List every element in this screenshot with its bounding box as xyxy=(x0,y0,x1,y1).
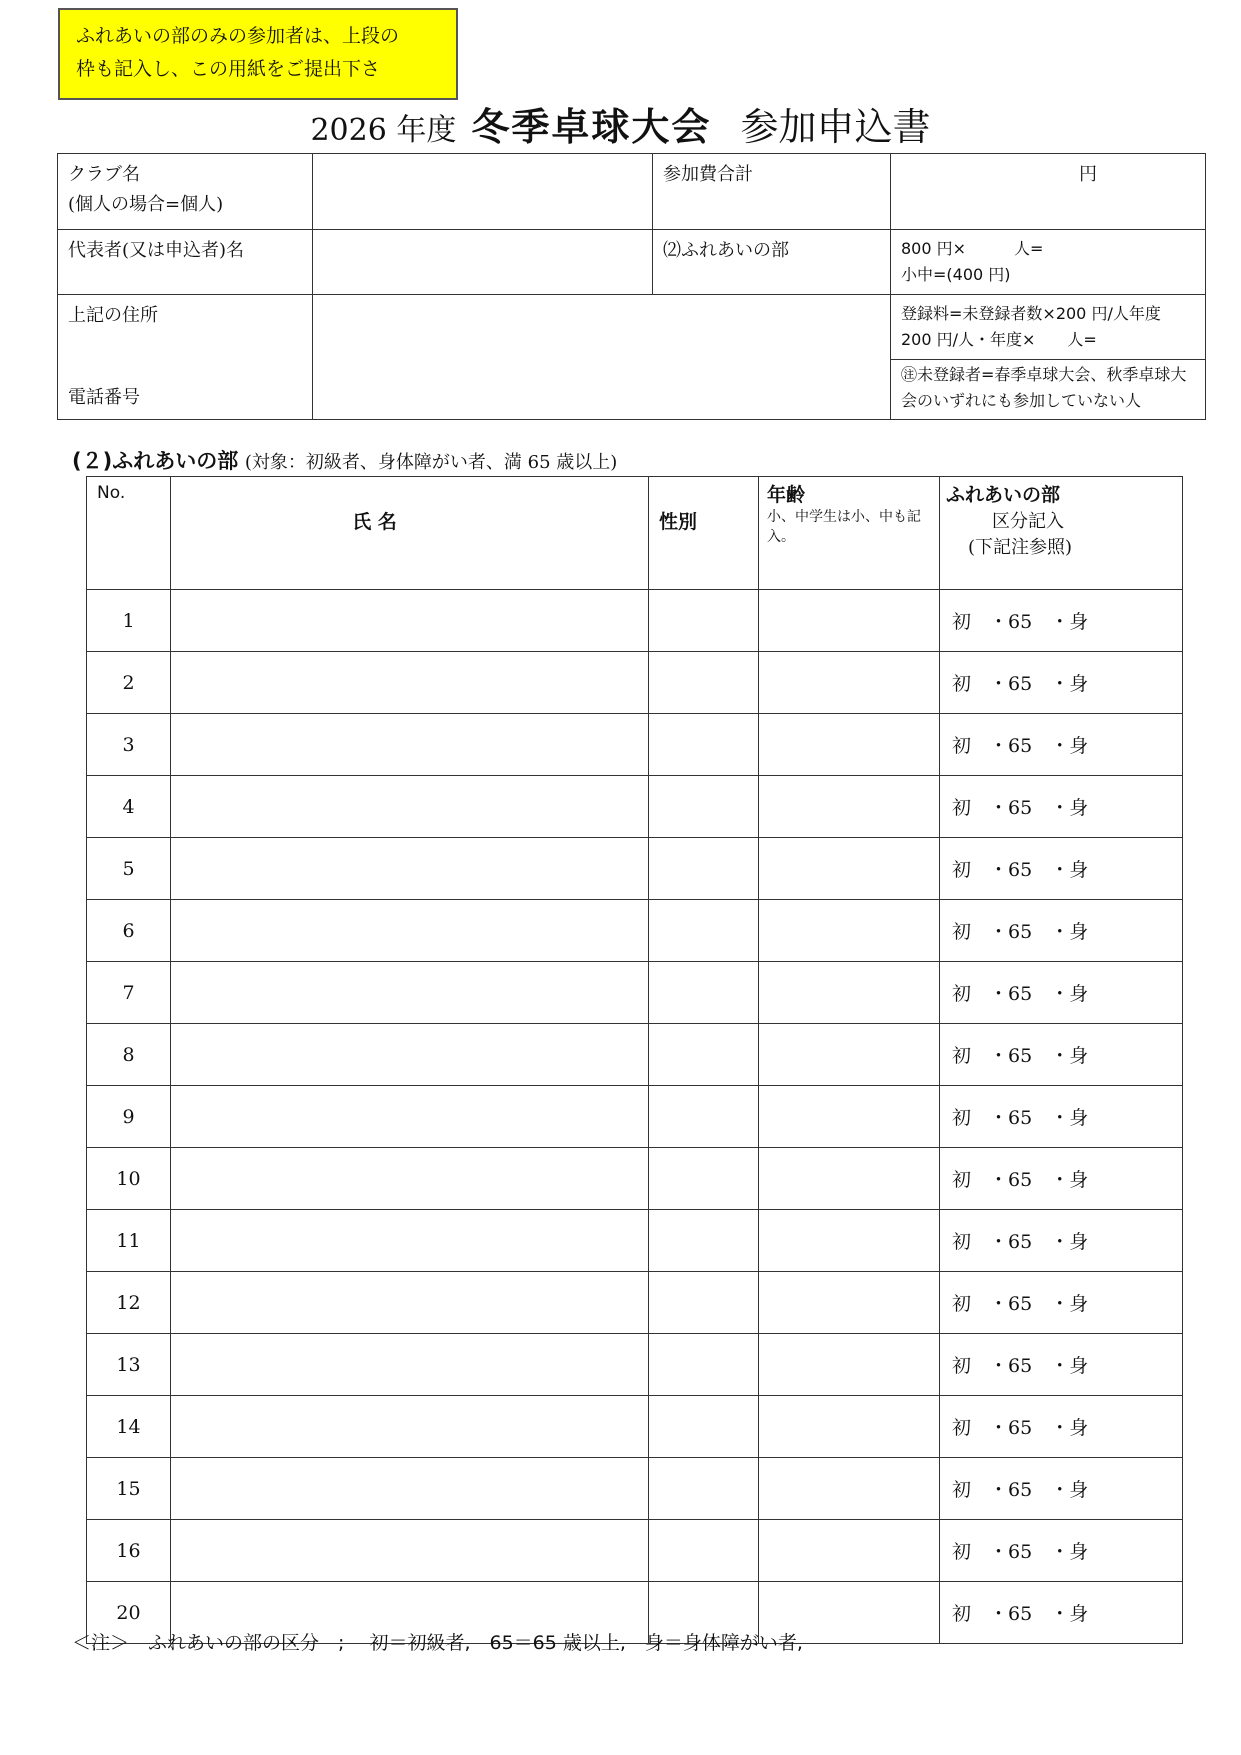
table-row xyxy=(87,1086,1183,1148)
category-option: ・身 xyxy=(1050,797,1089,819)
header-gender-label: 性別 xyxy=(659,511,698,533)
table-row xyxy=(87,776,1183,838)
header-category-label: ふれあいの部 xyxy=(946,484,1061,506)
header-gender xyxy=(649,477,759,590)
age-field[interactable] xyxy=(759,1148,940,1210)
header-no-label: No. xyxy=(97,483,126,503)
category-option: ・身 xyxy=(1050,1417,1089,1439)
row-number: 11 xyxy=(87,1210,171,1272)
name-field[interactable] xyxy=(171,900,649,962)
registration-fee-calc: 200 円/人・年度× 人= xyxy=(901,330,1097,349)
age-field[interactable] xyxy=(759,1272,940,1334)
table-row xyxy=(87,714,1183,776)
row-number: 13 xyxy=(87,1334,171,1396)
notice-line-1: ふれあいの部のみの参加者は、上段の xyxy=(76,25,400,47)
phone-label: 電話番号 xyxy=(68,387,140,408)
header-age-label: 年齢 xyxy=(767,484,806,506)
category-option: 初 xyxy=(952,797,972,819)
age-field[interactable] xyxy=(759,1520,940,1582)
category-field[interactable] xyxy=(940,1148,1183,1210)
table-row xyxy=(87,962,1183,1024)
row-number: 16 xyxy=(87,1520,171,1582)
age-field[interactable] xyxy=(759,1024,940,1086)
header-no xyxy=(87,477,171,590)
category-option: ・身 xyxy=(1050,1541,1089,1563)
row-number: 15 xyxy=(87,1458,171,1520)
name-field[interactable] xyxy=(171,962,649,1024)
table-row xyxy=(87,1272,1183,1334)
row-number: 20 xyxy=(87,1582,171,1644)
age-field[interactable] xyxy=(759,590,940,652)
footnote: ＜注＞ ふれあいの部の区分 ; 初＝初級者, 65＝65 歳以上, 身＝身体障がい者, xyxy=(72,1632,803,1654)
category-option: ・身 xyxy=(1050,1293,1089,1315)
gender-field[interactable] xyxy=(649,1024,759,1086)
category-option: ・身 xyxy=(1050,735,1089,757)
gender-field[interactable] xyxy=(649,1086,759,1148)
category-option: ・身 xyxy=(1050,1107,1089,1129)
category-field[interactable] xyxy=(940,1396,1183,1458)
category-option: ・65 xyxy=(989,673,1033,695)
gender-field[interactable] xyxy=(649,652,759,714)
row-number: 12 xyxy=(87,1272,171,1334)
category-option: ・身 xyxy=(1050,1479,1089,1501)
age-field[interactable] xyxy=(759,900,940,962)
category-option: 初 xyxy=(952,1541,972,1563)
category-field[interactable] xyxy=(940,1520,1183,1582)
registration-fee: 登録料=未登録者数×200 円/人年度 xyxy=(901,304,1161,323)
category-option: 初 xyxy=(952,921,972,943)
gender-field[interactable] xyxy=(649,1148,759,1210)
category-option: 初 xyxy=(952,1479,972,1501)
name-field[interactable] xyxy=(171,590,649,652)
category-option: ・身 xyxy=(1050,1231,1089,1253)
notice-box xyxy=(58,8,458,100)
gender-field[interactable] xyxy=(649,1396,759,1458)
gender-field[interactable] xyxy=(649,1210,759,1272)
name-field[interactable] xyxy=(171,1334,649,1396)
category-option: 初 xyxy=(952,673,972,695)
participant-table xyxy=(86,476,1183,1644)
category-option: ・身 xyxy=(1050,1355,1089,1377)
category-option: ・65 xyxy=(989,859,1033,881)
category-option: ・身 xyxy=(1050,673,1089,695)
category-option: ・65 xyxy=(989,1231,1033,1253)
header-category-note: (下記注参照) xyxy=(968,537,1073,558)
category-option: ・身 xyxy=(1050,983,1089,1005)
title-event: 冬季卓球大会 xyxy=(471,105,712,149)
header-category xyxy=(940,477,1183,590)
row-number: 2 xyxy=(87,652,171,714)
row-number: 14 xyxy=(87,1396,171,1458)
category-option: ・65 xyxy=(989,983,1033,1005)
category-option: ・65 xyxy=(989,797,1033,819)
age-field[interactable] xyxy=(759,838,940,900)
category-option: ・65 xyxy=(989,1293,1033,1315)
table-row xyxy=(87,838,1183,900)
category-option: ・身 xyxy=(1050,1603,1089,1625)
page-title xyxy=(0,96,1241,151)
table-row xyxy=(87,1148,1183,1210)
header-name xyxy=(171,477,649,590)
row-number: 5 xyxy=(87,838,171,900)
title-form: 参加申込書 xyxy=(740,105,931,149)
age-field[interactable] xyxy=(759,714,940,776)
category-option: 初 xyxy=(952,1355,972,1377)
gender-field[interactable] xyxy=(649,590,759,652)
age-field[interactable] xyxy=(759,1396,940,1458)
fureai-fee-child: 小中=(400 円) xyxy=(901,265,1011,284)
name-field[interactable] xyxy=(171,1086,649,1148)
category-option: ・65 xyxy=(989,1541,1033,1563)
name-field[interactable] xyxy=(171,776,649,838)
category-field[interactable] xyxy=(940,1024,1183,1086)
name-field[interactable] xyxy=(171,652,649,714)
name-field[interactable] xyxy=(171,1458,649,1520)
address-label-cell xyxy=(58,295,313,420)
category-option: 初 xyxy=(952,611,972,633)
table-row xyxy=(87,1458,1183,1520)
name-field[interactable] xyxy=(171,1272,649,1334)
gender-field[interactable] xyxy=(649,1520,759,1582)
age-field[interactable] xyxy=(759,1210,940,1272)
age-field[interactable] xyxy=(759,1458,940,1520)
category-option: ・65 xyxy=(989,1169,1033,1191)
gender-field[interactable] xyxy=(649,900,759,962)
category-option: 初 xyxy=(952,983,972,1005)
header-age xyxy=(759,477,940,590)
name-field[interactable] xyxy=(171,1210,649,1272)
header-age-note: 小、中学生は小、中も記入。 xyxy=(767,509,921,545)
category-field[interactable] xyxy=(940,1582,1183,1644)
category-field[interactable] xyxy=(940,838,1183,900)
table-row xyxy=(87,900,1183,962)
table-row xyxy=(87,1396,1183,1458)
age-field[interactable] xyxy=(759,962,940,1024)
category-option: 初 xyxy=(952,859,972,881)
address-phone-field[interactable] xyxy=(313,295,891,420)
category-option: ・身 xyxy=(1050,859,1089,881)
club-label-cell xyxy=(58,154,313,230)
gender-field[interactable] xyxy=(649,838,759,900)
category-option: 初 xyxy=(952,1417,972,1439)
category-field[interactable] xyxy=(940,714,1183,776)
category-option: 初 xyxy=(952,1107,972,1129)
name-field[interactable] xyxy=(171,1396,649,1458)
row-number: 7 xyxy=(87,962,171,1024)
category-option: ・身 xyxy=(1050,611,1089,633)
category-field[interactable] xyxy=(940,776,1183,838)
section-target: (対象：初級者、身体障がい者、満 65 歳以上) xyxy=(244,452,618,473)
category-field[interactable] xyxy=(940,590,1183,652)
category-field[interactable] xyxy=(940,1086,1183,1148)
fee-total-field[interactable] xyxy=(891,154,1206,230)
table-row xyxy=(87,1520,1183,1582)
category-option: 初 xyxy=(952,1603,972,1625)
gender-field[interactable] xyxy=(649,714,759,776)
row-number: 8 xyxy=(87,1024,171,1086)
section-heading xyxy=(72,445,617,475)
row-number: 1 xyxy=(87,590,171,652)
header-name-label: 氏 名 xyxy=(352,511,397,533)
age-field[interactable] xyxy=(759,776,940,838)
category-option: ・身 xyxy=(1050,921,1089,943)
address-label: 上記の住所 xyxy=(68,305,158,326)
table-row xyxy=(87,1210,1183,1272)
row-number: 3 xyxy=(87,714,171,776)
row-number: 10 xyxy=(87,1148,171,1210)
notice-line-2: 枠も記入し、この用紙をご提出下さ xyxy=(76,58,381,80)
table-row xyxy=(87,1334,1183,1396)
table-row xyxy=(87,652,1183,714)
category-option: ・身 xyxy=(1050,1045,1089,1067)
name-field[interactable] xyxy=(171,1148,649,1210)
title-year: 2026 年度 xyxy=(310,113,457,148)
category-field[interactable] xyxy=(940,1334,1183,1396)
representative-field[interactable] xyxy=(313,230,653,295)
row-number: 6 xyxy=(87,900,171,962)
yen-unit: 円 xyxy=(1079,164,1097,185)
category-field[interactable] xyxy=(940,1210,1183,1272)
gender-field[interactable] xyxy=(649,962,759,1024)
fureai-fee: 800 円× 人= xyxy=(901,239,1044,258)
gender-field[interactable] xyxy=(649,1334,759,1396)
age-field[interactable] xyxy=(759,1334,940,1396)
fureai-fee-cell[interactable] xyxy=(891,230,1206,295)
age-field[interactable] xyxy=(759,1086,940,1148)
category-option: ・65 xyxy=(989,1479,1033,1501)
category-option: ・65 xyxy=(989,735,1033,757)
category-option: ・65 xyxy=(989,921,1033,943)
row-number: 4 xyxy=(87,776,171,838)
category-option: 初 xyxy=(952,735,972,757)
gender-field[interactable] xyxy=(649,1458,759,1520)
category-option: ・65 xyxy=(989,1417,1033,1439)
category-option: ・65 xyxy=(989,611,1033,633)
category-field[interactable] xyxy=(940,900,1183,962)
fee-total-label: 参加費合計 xyxy=(653,154,891,230)
name-field[interactable] xyxy=(171,1520,649,1582)
name-field[interactable] xyxy=(171,1024,649,1086)
club-name-field[interactable] xyxy=(313,154,653,230)
fureai-label: ⑵ふれあいの部 xyxy=(653,230,891,295)
table-row xyxy=(87,1024,1183,1086)
category-field[interactable] xyxy=(940,652,1183,714)
gender-field[interactable] xyxy=(649,776,759,838)
category-option: ・65 xyxy=(989,1355,1033,1377)
registration-fee-cell[interactable] xyxy=(891,295,1206,360)
category-option: 初 xyxy=(952,1231,972,1253)
club-label: クラブ名 xyxy=(68,164,140,185)
category-field[interactable] xyxy=(940,1458,1183,1520)
row-number: 9 xyxy=(87,1086,171,1148)
category-option: 初 xyxy=(952,1045,972,1067)
header-category-sub: 区分記入 xyxy=(992,511,1064,532)
category-field[interactable] xyxy=(940,1272,1183,1334)
applicant-info-table xyxy=(57,153,1206,420)
name-field[interactable] xyxy=(171,714,649,776)
category-option: 初 xyxy=(952,1293,972,1315)
name-field[interactable] xyxy=(171,838,649,900)
category-option: 初 xyxy=(952,1169,972,1191)
category-option: ・身 xyxy=(1050,1169,1089,1191)
unregistered-note: ㊟未登録者=春季卓球大会、秋季卓球大会のいずれにも参加していない人 xyxy=(891,360,1206,420)
representative-label: 代表者(又は申込者)名 xyxy=(58,230,313,295)
category-option: ・65 xyxy=(989,1603,1033,1625)
table-row xyxy=(87,590,1183,652)
section-title: (２)ふれあいの部 xyxy=(72,449,239,473)
age-field[interactable] xyxy=(759,652,940,714)
category-option: ・65 xyxy=(989,1045,1033,1067)
category-field[interactable] xyxy=(940,962,1183,1024)
club-note: (個人の場合=個人) xyxy=(68,194,224,215)
gender-field[interactable] xyxy=(649,1272,759,1334)
category-option: ・65 xyxy=(989,1107,1033,1129)
